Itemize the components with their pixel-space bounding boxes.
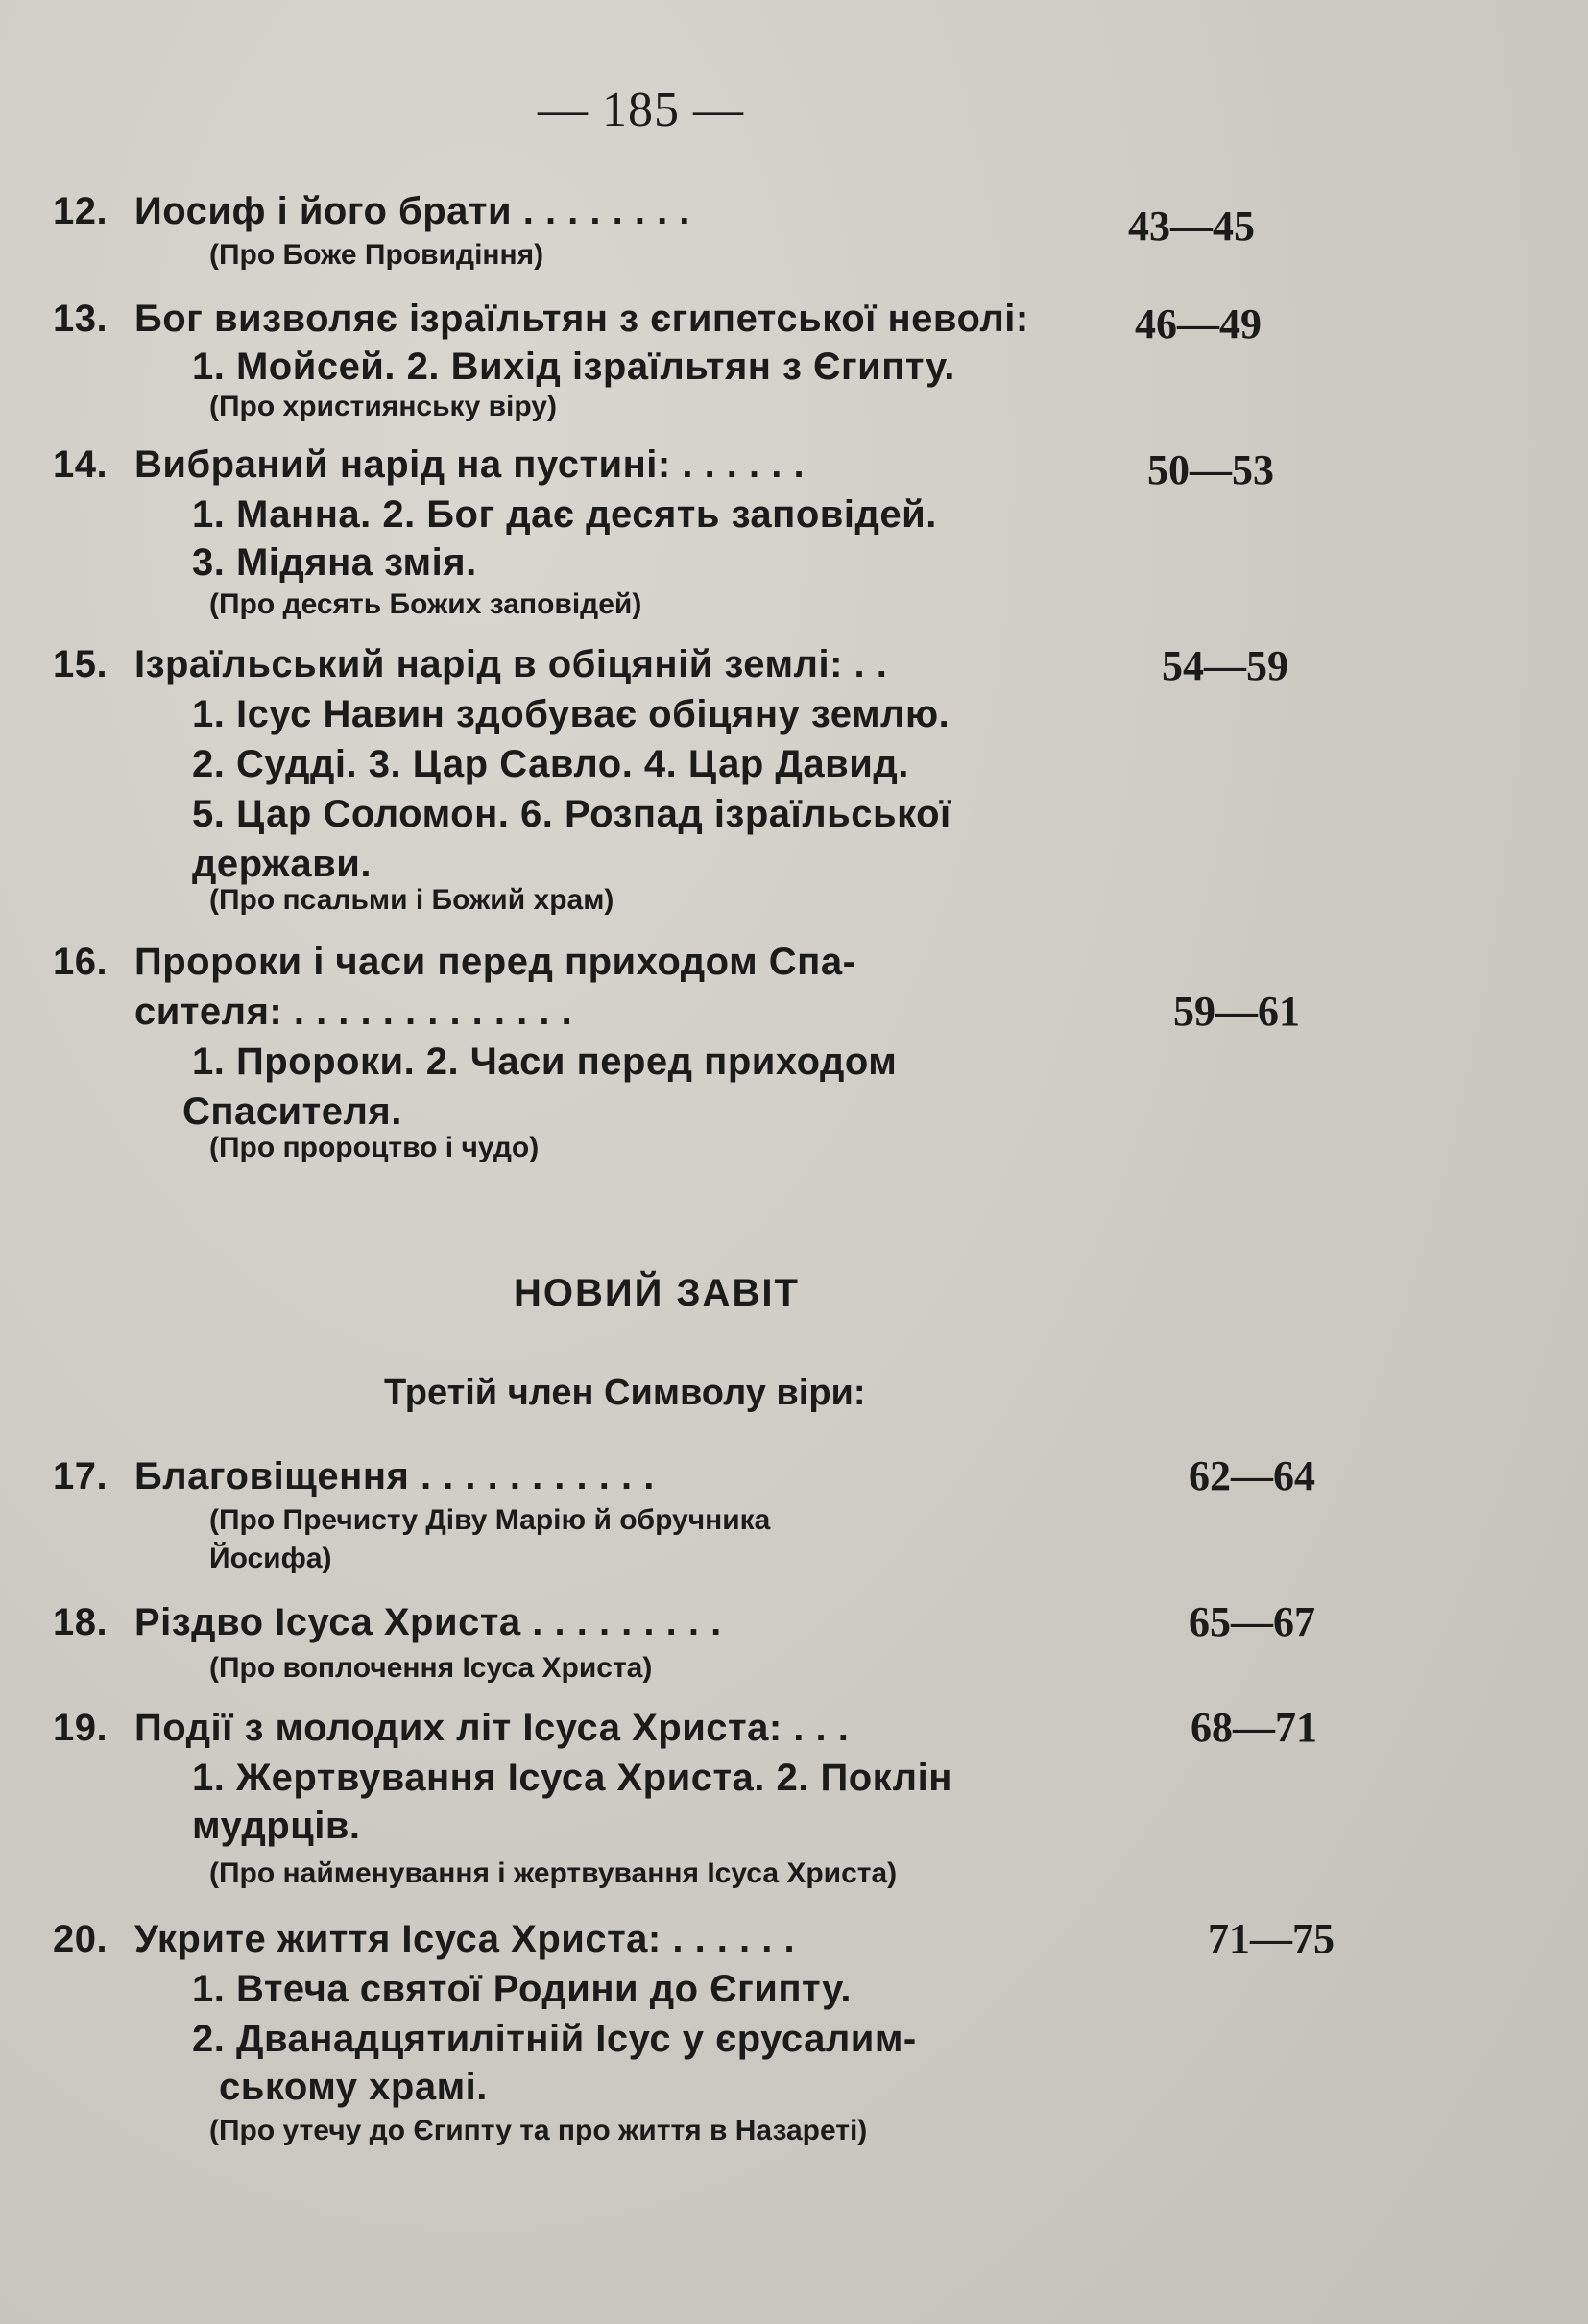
entry-subitem: 1. Жертвування Ісуса Христа. 2. Поклін [192,1757,952,1799]
section-heading: НОВИЙ ЗАВІТ [514,1272,800,1314]
entry-title: Пророки і часи перед приходом Спа- [134,941,856,983]
entry-subitem: 2. Дванадцятилітній Ісус у єрусалим- [192,2018,917,2060]
entry-note: (Про Боже Провидіння) [209,239,544,271]
entry-pages: 71—75 [1208,1915,1335,1962]
entry-number: 20. [53,1918,108,1960]
entry-subitem: 5. Цар Соломон. 6. Розпад ізраїльської [192,793,951,835]
entry-subitem: 1. Манна. 2. Бог дає десять заповідей. [192,493,937,536]
entry-number: 12. [53,190,108,232]
entry-subitem: сителя: . . . . . . . . . . . . . [134,991,573,1033]
entry-subitem: 1. Мойсей. 2. Вихід ізраїльтян з Єгипту. [192,346,955,388]
entry-note: (Про найменування і жертвування Ісуса Христа) [209,1857,898,1889]
entry-note: (Про Пречисту Діву Марію й обручника [209,1504,771,1536]
entry-note: (Про утечу до Єгипту та про життя в Назареті) [209,2115,868,2146]
entry-title: Вибраний нарід на пустині: . . . . . . [134,443,806,486]
section-subheading: Третій член Символу віри: [384,1373,866,1413]
entry-subitem: 1. Пророки. 2. Часи перед приходом [192,1041,898,1083]
entry-note: (Про псальми і Божий храм) [209,884,614,916]
entry-pages: 50—53 [1147,446,1274,493]
entry-number: 13. [53,298,108,340]
entry-subitem: 1. Ісус Навин здобуває обіцяну землю. [192,693,950,735]
entry-title: Події з молодих літ Ісуса Христа: . . . [134,1707,850,1749]
entry-subitem: 2. Судді. 3. Цар Савло. 4. Цар Давид. [192,743,909,785]
entry-number: 17. [53,1455,108,1497]
entry-note: (Про пророцтво і чудо) [209,1132,540,1163]
entry-note: (Про десять Божих заповідей) [209,588,642,620]
entry-note-continued: Йосифа) [209,1543,332,1574]
entry-title: Бог визволяє ізраїльтян з єгипетської неволі: [134,298,1029,340]
entry-subitem: ському храмі. [219,2066,488,2108]
entry-number: 19. [53,1707,108,1749]
entry-number: 15. [53,643,108,685]
entry-subitem: 3. Мідяна змія. [192,541,477,584]
entry-title: Ізраїльський нарід в обіцяній землі: . . [134,643,888,685]
entry-title: Иосиф і його брати . . . . . . . . [134,190,690,232]
entry-title: Різдво Ісуса Христа . . . . . . . . . [134,1601,722,1643]
entry-subitem: Спасителя. [182,1090,402,1133]
entry-number: 16. [53,941,108,983]
entry-pages: 65—67 [1189,1598,1315,1645]
entry-pages: 59—61 [1173,988,1300,1035]
entry-note: (Про християнську віру) [209,391,557,422]
entry-pages: 54—59 [1162,642,1288,689]
page-number: — 185 — [538,83,744,137]
entry-number: 14. [53,443,108,486]
entry-pages: 68—71 [1191,1704,1317,1751]
entry-title: Благовіщення . . . . . . . . . . . [134,1455,655,1497]
entry-subitem: мудрців. [192,1805,361,1847]
entry-pages: 43—45 [1128,203,1255,250]
entry-title: Укрите життя Ісуса Христа: . . . . . . [134,1918,796,1960]
entry-pages: 62—64 [1189,1452,1315,1499]
entry-subitem: 1. Втеча святої Родини до Єгипту. [192,1968,852,2010]
entry-number: 18. [53,1601,108,1643]
entry-note: (Про воплочення Ісуса Христа) [209,1652,653,1684]
entry-pages: 46—49 [1135,300,1262,347]
entry-subitem: держави. [192,843,372,885]
